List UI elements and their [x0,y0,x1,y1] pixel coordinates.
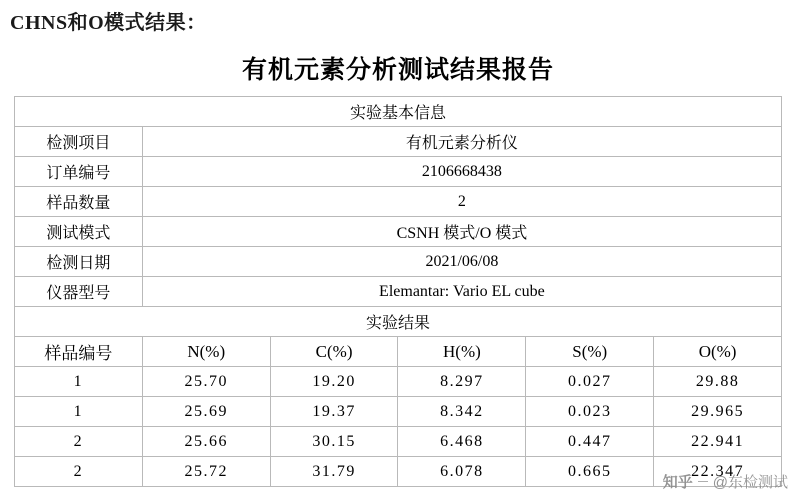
page-title: 有机元素分析测试结果报告 [241,57,554,84]
cell-c: 30.15 [270,427,398,457]
cell-sample-id: 1 [15,397,143,427]
info-label: 检测日期 [15,247,143,277]
info-label: 订单编号 [15,157,143,187]
table-row [15,397,782,427]
watermark-author: @东检测试 [712,474,788,491]
table-header-row [15,337,782,367]
column-header: O(%) [654,337,782,367]
table-row [15,457,782,487]
table-row [15,97,782,127]
results-band-header: 实验结果 [15,307,782,337]
table-row [15,367,782,397]
column-header: N(%) [142,337,270,367]
info-band-header: 实验基本信息 [15,97,782,127]
info-value: 2 [142,187,781,217]
table-row [15,187,782,217]
cell-h: 6.078 [398,457,526,487]
table-row [15,277,782,307]
table-row [15,427,782,457]
table-row [15,157,782,187]
table-row [15,247,782,277]
cell-o: 29.88 [654,367,782,397]
cell-n: 25.66 [142,427,270,457]
column-header: 样品编号 [15,337,143,367]
column-header: S(%) [526,337,654,367]
info-label: 检测项目 [15,127,143,157]
cell-s: 0.665 [526,457,654,487]
report-table [14,96,782,487]
section-heading: CHNS和O模式结果： [10,12,207,34]
info-label: 测试模式 [15,217,143,247]
info-value: Elemantar: Vario EL cube [142,277,781,307]
cell-c: 19.20 [270,367,398,397]
column-header: C(%) [270,337,398,367]
table-row [15,307,782,337]
table-row [15,217,782,247]
cell-h: 8.297 [398,367,526,397]
cell-o: 29.965 [654,397,782,427]
cell-o: 22.347 [654,457,782,487]
cell-n: 25.70 [142,367,270,397]
info-label: 样品数量 [15,187,143,217]
cell-n: 25.72 [142,457,270,487]
cell-sample-id: 2 [15,457,143,487]
cell-h: 8.342 [398,397,526,427]
cell-s: 0.023 [526,397,654,427]
cell-o: 22.941 [654,427,782,457]
cell-h: 6.468 [398,427,526,457]
info-value: 2106668438 [142,157,781,187]
info-value: 有机元素分析仪 [142,127,781,157]
cell-c: 31.79 [270,457,398,487]
info-value: 2021/06/08 [142,247,781,277]
zhihu-logo: 知乎 [662,474,693,491]
info-label: 仪器型号 [15,277,143,307]
cell-n: 25.69 [142,397,270,427]
cell-s: 0.027 [526,367,654,397]
table-row [15,127,782,157]
cell-s: 0.447 [526,427,654,457]
column-header: H(%) [398,337,526,367]
info-value: CSNH 模式/O 模式 [142,217,781,247]
cell-c: 19.37 [270,397,398,427]
cell-sample-id: 2 [15,427,143,457]
cell-sample-id: 1 [15,367,143,397]
